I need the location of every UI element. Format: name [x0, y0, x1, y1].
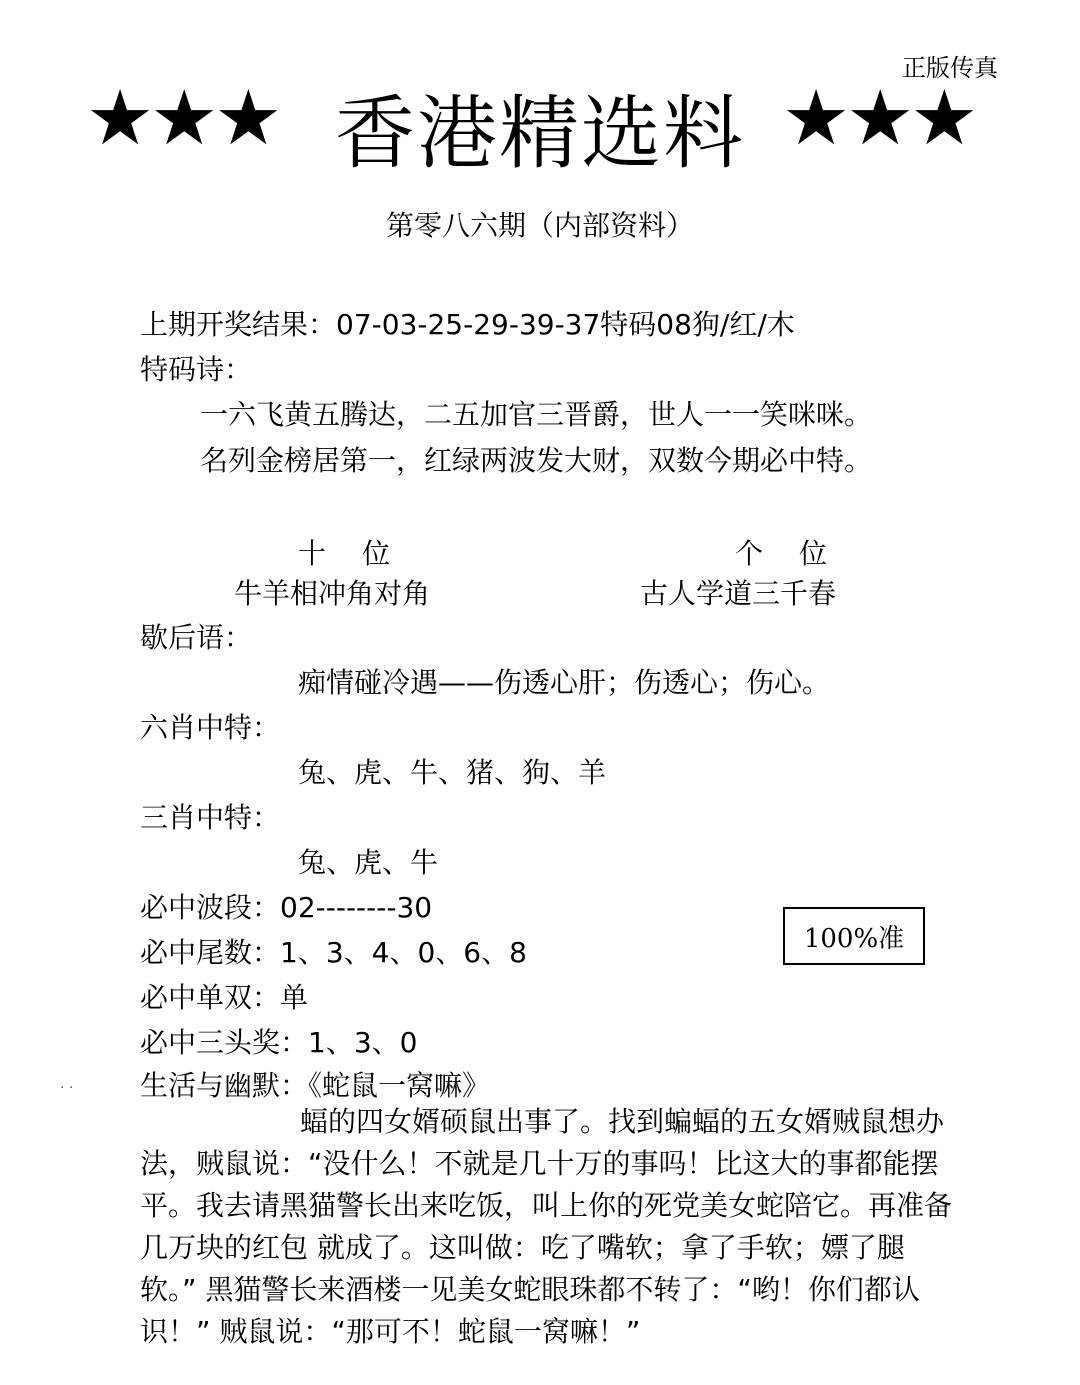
stars-right-icon: ★★★	[782, 73, 975, 162]
poem-label: 特码诗：	[140, 353, 253, 386]
parity-label: 必中单双：	[140, 981, 281, 1014]
humor-story: 蝠的四女婿硕鼠出事了。找到蝙蝠的五女婿贼鼠想办法，贼鼠说：“没什么！不就是几十万的事吗！比这大的事都能摆平。我去请黑猫警长出来吃饭，叫上你的死党美女蛇陪它。再准备几万块的红包 就成了。这叫做：吃了嘴软；拿了手软；嫖了腿软。” 黑猫警长来酒楼一见美女蛇眼珠都不转了：“哟！你们都认识！” 贼鼠说：“那可不！蛇鼠一窝嘛！”	[140, 1105, 953, 1348]
three-heads-value: 1、3、0	[308, 1026, 418, 1059]
issue-subtitle: 第零八六期（内部资料）	[385, 209, 694, 242]
fax-label: 正版传真	[902, 54, 998, 82]
tens-label: 十位	[298, 537, 427, 570]
stars-left-icon: ★★★	[86, 73, 279, 162]
six-zodiac-value: 兔、虎、牛、猪、狗、羊	[298, 756, 607, 789]
six-zodiac-label: 六肖中特：	[140, 711, 281, 744]
parity-line	[140, 980, 308, 1016]
tail-line	[140, 935, 527, 971]
humor-label: 生活与幽默：《蛇鼠一窝嘛》	[140, 1069, 491, 1102]
tens-hint: 牛羊相冲角对角	[234, 577, 431, 610]
last-result-line	[140, 307, 795, 343]
ones-hint: 古人学道三千春	[640, 577, 837, 610]
last-result-label: 上期开奖结果：	[140, 308, 337, 341]
wave-value: 02--------30	[280, 891, 433, 924]
three-heads-line	[140, 1025, 417, 1061]
tail-value: 1、3、4、0、6、8	[280, 936, 527, 969]
accuracy-badge: 100%准	[783, 907, 925, 965]
xiehouyu-text: 痴情碰冷遇——伤透心肝；伤透心；伤心。	[298, 666, 831, 699]
tail-label: 必中尾数：	[140, 936, 281, 969]
wave-line	[140, 890, 432, 926]
ones-label: 个位	[735, 537, 864, 570]
three-zodiac-label: 三肖中特：	[140, 801, 281, 834]
three-heads-label: 必中三头奖：	[140, 1026, 309, 1059]
poem-line-1: 一六飞黄五腾达，二五加官三晋爵，世人一一笑咪咪。	[200, 398, 873, 431]
three-zodiac-value: 兔、虎、牛	[298, 846, 439, 879]
wave-label: 必中波段：	[140, 891, 281, 924]
scan-dots: · ·	[60, 1080, 74, 1096]
page-title: 香港精选料	[335, 87, 745, 180]
xiehouyu-label: 歇后语：	[140, 621, 253, 654]
parity-value: 单	[280, 981, 309, 1014]
last-result-value: 07-03-25-29-39-37特码08狗/红/木	[336, 308, 795, 341]
poem-line-2: 名列金榜居第一，红绿两波发大财，双数今期必中特。	[200, 444, 873, 477]
